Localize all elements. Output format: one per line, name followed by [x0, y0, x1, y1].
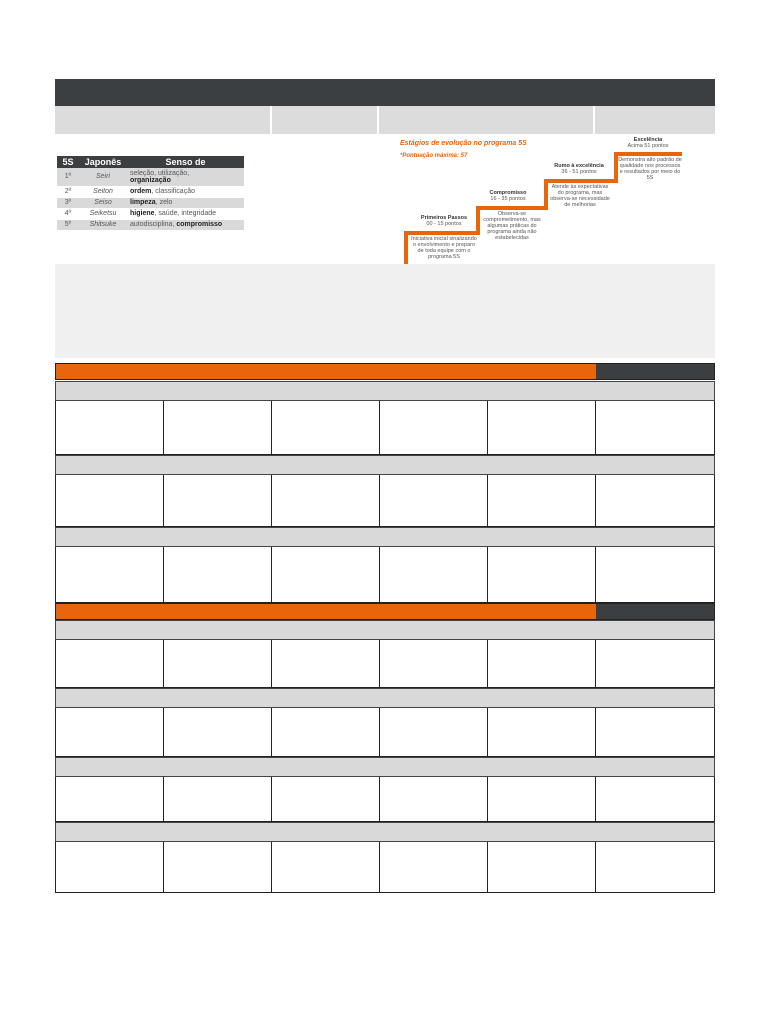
row-number: 3º: [57, 197, 79, 208]
table-cell[interactable]: [164, 401, 272, 454]
staircase-subtitle: *Pontuação máxima: 57: [400, 153, 468, 159]
table-cell[interactable]: [56, 640, 164, 687]
table-cell[interactable]: [56, 475, 164, 526]
table-cell[interactable]: [164, 708, 272, 756]
sub-header: [55, 688, 715, 708]
table-cell[interactable]: [56, 401, 164, 454]
japanese-term: Seiketsu: [79, 208, 127, 219]
table-cell[interactable]: [272, 777, 380, 821]
five-s-table: [57, 156, 244, 231]
stage-description: Observa-se comprometimento, mas algumas práticas do programa ainda não estabelecidas: [483, 211, 541, 241]
table-cell[interactable]: [596, 842, 714, 892]
japanese-term: Seiso: [79, 197, 127, 208]
sense-text: ordem, classificação: [127, 186, 244, 197]
subheader-cell: [379, 106, 593, 134]
subheader-cell: [55, 106, 270, 134]
table-cell[interactable]: [488, 475, 596, 526]
sub-header: [55, 381, 715, 401]
row-number: 5º: [57, 219, 79, 230]
table-row: [55, 640, 715, 688]
stair-tread: [544, 179, 616, 183]
table-cell[interactable]: [272, 547, 380, 602]
table-cell[interactable]: [488, 547, 596, 602]
table-cell[interactable]: [272, 475, 380, 526]
section-header-orange: [56, 604, 596, 619]
subheader-row: [55, 106, 715, 134]
five-s-row: [57, 208, 244, 219]
sub-header: [55, 757, 715, 777]
table-row: [55, 777, 715, 822]
table-cell[interactable]: [56, 842, 164, 892]
stage-description: Demonstra alto padrão de qualidade nos processos e resultados por meio do 5S: [618, 157, 682, 181]
stage-label: Compromisso 16 - 35 pontos: [489, 190, 527, 202]
table-row: [55, 401, 715, 455]
stair-riser: [404, 231, 408, 264]
table-cell[interactable]: [56, 777, 164, 821]
sense-text: autodisciplina, compromisso: [127, 219, 244, 230]
row-number: 1º: [57, 168, 79, 186]
five-s-header-row: [57, 156, 244, 168]
sub-header: [55, 455, 715, 475]
table-cell[interactable]: [164, 547, 272, 602]
table-cell[interactable]: [596, 475, 714, 526]
sense-text: seleção, utilização, organização: [127, 168, 244, 186]
notes-area: [55, 264, 715, 358]
table-cell[interactable]: [272, 842, 380, 892]
sub-header: [55, 822, 715, 842]
sense-text: limpeza, zelo: [127, 197, 244, 208]
staircase-title: Estágios de evolução no programa 5S: [400, 140, 527, 147]
stage-label: Excelência Acima 51 pontos: [627, 137, 669, 149]
stair-tread: [614, 152, 682, 156]
stair-tread: [404, 231, 476, 235]
header-5s: 5S: [57, 156, 79, 168]
table-cell[interactable]: [488, 708, 596, 756]
table-row: [55, 842, 715, 893]
section-header-dark: [596, 604, 714, 619]
section-header: [55, 363, 715, 380]
subheader-cell: [595, 106, 715, 134]
sub-header: [55, 527, 715, 547]
table-cell[interactable]: [164, 842, 272, 892]
table-cell[interactable]: [56, 547, 164, 602]
table-cell[interactable]: [380, 475, 488, 526]
table-row: [55, 708, 715, 757]
section-header: [55, 603, 715, 620]
row-number: 4º: [57, 208, 79, 219]
table-cell[interactable]: [56, 708, 164, 756]
table-cell[interactable]: [164, 777, 272, 821]
sense-text: higiene, saúde, integridade: [127, 208, 244, 219]
row-number: 2º: [57, 186, 79, 197]
table-cell[interactable]: [272, 640, 380, 687]
title-bar: [55, 79, 715, 106]
japanese-term: Shitsuke: [79, 219, 127, 230]
table-cell[interactable]: [596, 401, 714, 454]
stage-description: Atende às expectativas do programa, mas observa-se necessidade de melhorias: [550, 184, 610, 208]
section-header-dark: [596, 364, 714, 379]
table-cell[interactable]: [488, 842, 596, 892]
header-japanese: Japonês: [79, 156, 127, 168]
header-sense: Senso de: [127, 156, 244, 168]
japanese-term: Seiton: [79, 186, 127, 197]
stage-label: Rumo à excelência 36 - 51 pontos: [554, 163, 604, 175]
table-cell[interactable]: [488, 777, 596, 821]
table-cell[interactable]: [164, 640, 272, 687]
table-cell[interactable]: [164, 475, 272, 526]
five-s-row: [57, 219, 244, 230]
five-s-row: [57, 186, 244, 197]
table-cell[interactable]: [596, 777, 714, 821]
table-cell[interactable]: [488, 640, 596, 687]
table-cell[interactable]: [596, 547, 714, 602]
table-row: [55, 547, 715, 603]
table-cell[interactable]: [380, 547, 488, 602]
section-header-orange: [56, 364, 596, 379]
table-cell[interactable]: [380, 640, 488, 687]
table-cell[interactable]: [596, 708, 714, 756]
table-cell[interactable]: [488, 401, 596, 454]
table-cell[interactable]: [272, 708, 380, 756]
subheader-cell: [272, 106, 377, 134]
evolution-staircase: [396, 134, 684, 264]
five-s-row: [57, 197, 244, 208]
five-s-row: [57, 168, 244, 186]
table-row: [55, 475, 715, 527]
stage-label: Primeiros Passos 00 - 15 pontos: [420, 215, 468, 227]
table-cell[interactable]: [596, 640, 714, 687]
japanese-term: Seiri: [79, 168, 127, 186]
table-cell[interactable]: [272, 401, 380, 454]
table-cell[interactable]: [380, 842, 488, 892]
stage-description: Iniciativa inicial sinalizando o envolvimento e preparo de toda equipe com o programa 5S: [411, 236, 477, 260]
table-cell[interactable]: [380, 708, 488, 756]
sub-header: [55, 620, 715, 640]
table-cell[interactable]: [380, 777, 488, 821]
stair-tread: [476, 206, 548, 210]
table-cell[interactable]: [380, 401, 488, 454]
